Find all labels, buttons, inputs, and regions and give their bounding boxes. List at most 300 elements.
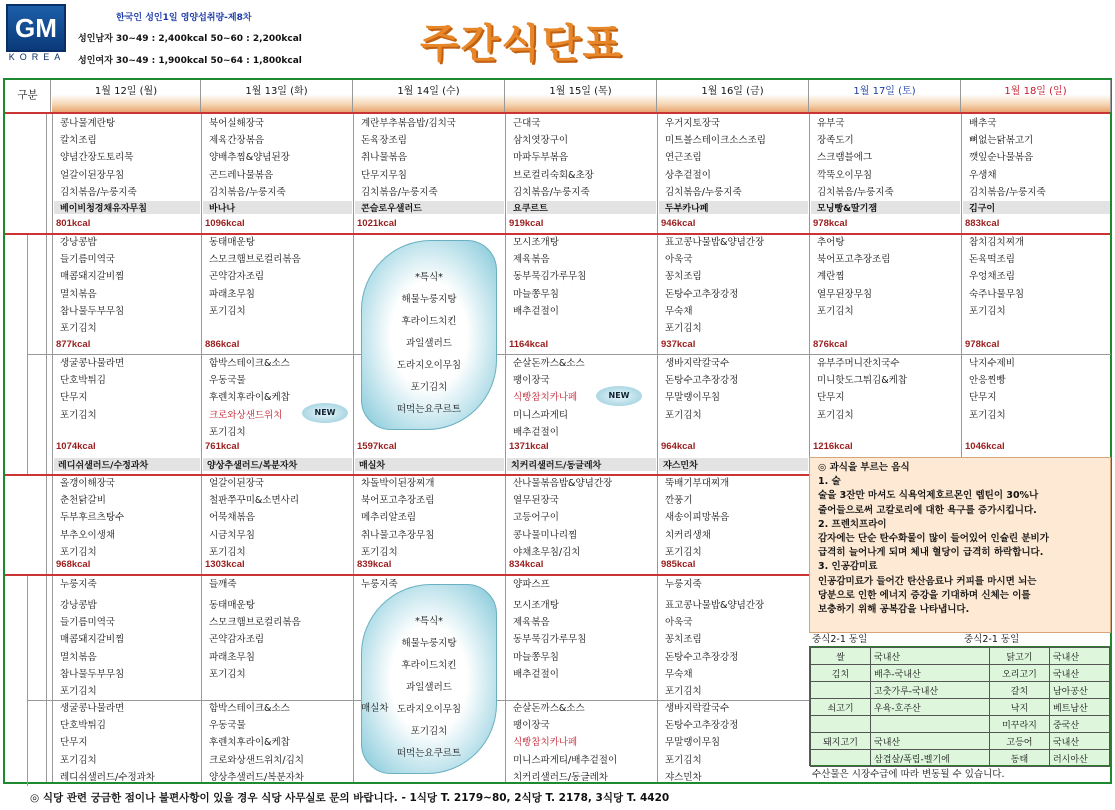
- menu-item: 단호박튀김: [60, 375, 106, 387]
- menu-item: 김치볶음/누룽지죽: [665, 186, 742, 198]
- origin-row: [811, 699, 1110, 716]
- special-item: 해물누룽지탕: [401, 294, 457, 305]
- menu-item: 포기김치: [361, 546, 398, 558]
- menu-item: 단무지: [969, 392, 997, 404]
- menu-item: 포기김치: [209, 305, 246, 317]
- lunch2-menu: [209, 355, 290, 441]
- menu-item: 생바지락칼국수: [665, 358, 730, 369]
- kcal-value: 834kcal: [509, 559, 544, 570]
- menu-item: 콩나물미나리찜: [513, 529, 578, 541]
- menu-item: 무말랭이무침: [665, 737, 721, 749]
- origin-cell: 돼지고기: [811, 733, 871, 750]
- origin-cell: 국내산: [1049, 648, 1109, 665]
- dinner-menu: [513, 475, 612, 561]
- menu-item: 배추겉절이: [513, 426, 559, 438]
- night2-menu: [361, 700, 389, 717]
- menu-item: 김치볶음/누룽지죽: [361, 186, 438, 198]
- lunch2-menu: [60, 355, 124, 424]
- menu-item: 함박스테이크&소스: [209, 703, 290, 714]
- dinner-menu: [60, 475, 124, 561]
- special-item: 포기김치: [410, 382, 448, 393]
- menu-item: 제육볶음: [513, 254, 550, 266]
- menu-item: 장족도기: [817, 135, 854, 147]
- lunch-snack: 매실차: [355, 458, 504, 471]
- menu-item: 포기김치: [60, 323, 97, 335]
- origin-cell: 국내산: [871, 648, 990, 665]
- kcal-value: 877kcal: [56, 339, 91, 350]
- menu-item: 참나물두부무침: [60, 668, 125, 680]
- menu-item: 돈육떡조림: [969, 254, 1015, 266]
- origin-cell: 동태: [989, 750, 1049, 767]
- origin-row: [811, 733, 1110, 750]
- menu-item: 순살돈까스&소스: [513, 358, 585, 369]
- menu-item: 삼치엿장구이: [513, 135, 569, 147]
- menu-item: 식빵참치카나페: [513, 737, 578, 749]
- menu-item: 후렌치후라이&케찹: [209, 392, 290, 404]
- origin-row: [811, 750, 1110, 767]
- dinner-menu: [209, 475, 299, 561]
- breakfast-menu: [513, 115, 594, 201]
- menu-item: 포기김치: [60, 409, 97, 421]
- day-header: 1월 16일 (금): [657, 80, 809, 112]
- kcal-value: 978kcal: [965, 339, 1000, 350]
- kcal-value: 1164kcal: [509, 339, 549, 350]
- breakfast-snack: 바나나: [203, 201, 352, 214]
- menu-item: 포기김치: [665, 323, 702, 335]
- new-badge: NEW: [596, 386, 642, 406]
- grid-line: [27, 576, 28, 786]
- kcal-value: 964kcal: [661, 441, 696, 452]
- origin-cell: 닭고기: [989, 648, 1049, 665]
- menu-item: 취나물볶음: [361, 152, 407, 164]
- lunch1-menu: [665, 234, 764, 337]
- kcal-value: 985kcal: [661, 559, 696, 570]
- logo-sub: KOREA: [8, 52, 66, 62]
- menu-item: 포기김치: [209, 426, 246, 438]
- origin-cell: 미꾸라지: [989, 716, 1049, 733]
- special-lunch: [361, 240, 497, 430]
- origin-table: [810, 647, 1110, 767]
- menu-item: 매콤돼지갈비찜: [60, 271, 125, 283]
- special-menu: [362, 611, 496, 765]
- menu-item: 곤약감자조림: [209, 271, 265, 283]
- menu-item: 매실차: [361, 703, 389, 714]
- breakfast-snack: 모닝빵&딸기잼: [811, 201, 960, 214]
- kcal-value: 801kcal: [56, 218, 91, 229]
- menu-item: 미트볼스테이크소스조림: [665, 135, 766, 147]
- origin-cell: 국내산: [1049, 665, 1109, 682]
- same-note-sat: 중식2-1 동일: [812, 634, 868, 645]
- night1-menu: [665, 597, 764, 700]
- nutrition-male: 성인남자 30~49 : 2,400kcal 50~60 : 2,200kcal: [78, 34, 302, 44]
- lunch1-menu: [513, 234, 586, 320]
- menu-item: 메추리알조림: [361, 512, 417, 524]
- tip-line: 급격히 늘어나게 되며 체내 혈당이 급격히 하락합니다.: [818, 547, 1044, 559]
- header: [0, 0, 1115, 76]
- menu-item: 멸치볶음: [60, 288, 97, 300]
- menu-item: 포기김치: [969, 305, 1006, 317]
- origin-cell: 우육-호주산: [871, 699, 990, 716]
- menu-item: 포기김치: [209, 668, 246, 680]
- special-item: 과일샐러드: [406, 338, 452, 349]
- menu-item: 함박스테이크&소스: [209, 358, 290, 369]
- breakfast-snack: 두부카나페: [659, 201, 808, 214]
- menu-item: 파래초무침: [209, 288, 255, 300]
- origin-cell: [811, 682, 871, 699]
- origin-row: [811, 648, 1110, 665]
- menu-item: 근대국: [513, 118, 541, 129]
- origin-cell: 오리고기: [989, 665, 1049, 682]
- grid-line: [27, 235, 28, 475]
- menu-item: 제육볶음: [513, 617, 550, 629]
- menu-item: 양념간장도토리묵: [60, 152, 134, 164]
- nutrition-subtitle: 한국인 성인1일 영양섭취량-제8차: [116, 13, 252, 23]
- kcal-value: 968kcal: [56, 559, 91, 570]
- night-porridge: 누룽지죽: [665, 579, 702, 590]
- night2-menu: [60, 700, 155, 786]
- kcal-value: 1303kcal: [205, 559, 245, 570]
- menu-item: 무숙채: [665, 668, 693, 680]
- menu-item: 포기김치: [60, 546, 97, 558]
- breakfast-menu: [209, 115, 290, 201]
- lunch1-menu: [60, 234, 124, 337]
- breakfast-snack: 콘슬로우샐러드: [355, 201, 504, 214]
- night2-menu: [513, 700, 617, 786]
- menu-item: 포기김치: [969, 409, 1006, 421]
- menu-item: 상추겉절이: [665, 169, 711, 181]
- lunch-snack: 치커리샐러드/동글레차: [507, 458, 656, 471]
- origin-cell: 낙지: [989, 699, 1049, 716]
- menu-item: 양상추샐러드/복분자차: [209, 771, 304, 783]
- menu-item: 후렌치후라이&케찹: [209, 737, 290, 749]
- origin-cell: 쇠고기: [811, 699, 871, 716]
- menu-item: 포기김치: [665, 686, 702, 698]
- nutrition-female: 성인여자 30~49 : 1,900kcal 50~64 : 1,800kcal: [78, 56, 302, 66]
- new-badge: NEW: [302, 403, 348, 423]
- origin-cell: 고등어: [989, 733, 1049, 750]
- menu-item: 단무지무침: [361, 169, 407, 181]
- menu-item: 표고콩나물밥&양념간장: [665, 237, 765, 248]
- menu-item: 우생채: [969, 169, 997, 181]
- menu-item: 깻잎순나물볶음: [969, 152, 1034, 164]
- menu-item: 안응찐빵: [969, 375, 1006, 387]
- menu-item: 돈탕수고추장강정: [665, 288, 739, 300]
- menu-item: 우엉채조림: [969, 271, 1015, 283]
- menu-item: 철판쭈꾸미&소면사리: [209, 495, 300, 507]
- lunch2-menu: [665, 355, 738, 424]
- lunch2-menu: [513, 355, 585, 441]
- menu-item: 매콤돼지갈비찜: [60, 634, 125, 646]
- tip-line: 당분으로 인한 에너지 증강을 기대하며 신체는 이를: [818, 589, 1031, 601]
- kcal-value: 761kcal: [205, 441, 240, 452]
- menu-item: 크로와상샌드위치: [209, 409, 283, 421]
- menu-item: 포기김치: [665, 754, 702, 766]
- origin-cell: 중국산: [1049, 716, 1109, 733]
- menu-item: 포기김치: [817, 305, 854, 317]
- kcal-value: 1074kcal: [56, 441, 96, 452]
- menu-item: 무말랭이무침: [665, 392, 721, 404]
- menu-item: 스모크햄브로컬리볶음: [209, 254, 301, 266]
- menu-item: 치커리샐러드/동글레차: [513, 771, 608, 783]
- tip-line: ◎ 과식을 부르는 음식: [818, 462, 910, 473]
- origin-row: [811, 665, 1110, 682]
- menu-item: 돈탕수고추장강정: [665, 375, 739, 387]
- day-header-row: [5, 80, 1110, 112]
- night-porridge: 들깨죽: [209, 579, 237, 590]
- menu-item: 우동국물: [209, 375, 246, 387]
- kcal-value: 937kcal: [661, 339, 696, 350]
- kcal-value: 1216kcal: [813, 441, 853, 452]
- kcal-value: 1021kcal: [357, 218, 397, 229]
- tip-line: 2. 프렌치프라이: [818, 518, 887, 530]
- menu-item: 유부주머니잔치국수: [817, 358, 900, 369]
- menu-item: 얼갈이된장무침: [60, 169, 125, 181]
- lunch-snack: 쟈스민차: [659, 458, 808, 471]
- menu-item: 동부묵김가루무침: [513, 271, 587, 283]
- kcal-value: 1371kcal: [509, 441, 549, 452]
- logo-text: GM: [6, 4, 66, 52]
- tip-line: 감자에는 단순 탄수화물이 많이 들어있어 인슐린 분비가: [818, 533, 1049, 545]
- origin-cell: 국내산: [1049, 733, 1109, 750]
- menu-item: 칼치조림: [60, 135, 97, 147]
- grid-line: [809, 112, 810, 457]
- menu-item: 계란부추볶음밥/김치국: [361, 118, 456, 129]
- menu-item: 열무된장무침: [817, 288, 873, 300]
- kcal-value: 1096kcal: [205, 218, 245, 229]
- page-title: 주간식단표: [420, 21, 624, 67]
- special-item: 떠먹는요쿠르트: [396, 404, 462, 415]
- menu-item: 모시조개탕: [513, 237, 559, 248]
- menu-item: 고등어구이: [513, 512, 559, 524]
- menu-item: 아욱국: [665, 617, 693, 629]
- menu-item: 생굴콩나물라면: [60, 358, 125, 369]
- dinner-menu: [665, 475, 729, 561]
- kcal-value: 886kcal: [205, 339, 240, 350]
- menu-item: 취나물고추장무침: [361, 529, 435, 541]
- origin-note: 수산물은 시장수급에 따라 변동될 수 있습니다.: [812, 769, 1005, 780]
- menu-item: 순살돈까스&소스: [513, 703, 585, 714]
- origin-table-box: [809, 646, 1111, 766]
- night1-menu: [209, 597, 301, 683]
- menu-item: 모시조개탕: [513, 600, 559, 611]
- dinner-menu: [361, 475, 434, 561]
- menu-item: 아욱국: [665, 254, 693, 266]
- menu-item: 곤약감자조림: [209, 634, 265, 646]
- menu-item: 곤드레나물볶음: [209, 169, 274, 181]
- menu-item: 포기김치: [665, 409, 702, 421]
- menu-item: 동태매운탕: [209, 600, 255, 611]
- menu-item: 뼈없는닭볶고기: [969, 135, 1034, 147]
- day-header: 1월 18일 (일): [961, 80, 1111, 112]
- menu-item: 참치김치찌개: [969, 237, 1025, 248]
- day-header: 1월 14일 (수): [353, 80, 505, 112]
- menu-item: 열무된장국: [513, 495, 559, 507]
- special-item: *특식*: [415, 616, 443, 627]
- lunch2-menu: [817, 355, 907, 424]
- gm-logo: [6, 4, 68, 62]
- menu-item: 포기김치: [665, 546, 702, 558]
- kcal-value: 919kcal: [509, 218, 544, 229]
- menu-item: 김치볶음/누룽지죽: [513, 186, 590, 198]
- menu-item: 깍뚝오이무침: [817, 169, 873, 181]
- origin-cell: 쌀: [811, 648, 871, 665]
- menu-item: 들기름미역국: [60, 617, 116, 629]
- menu-item: 올갱이해장국: [60, 478, 116, 489]
- origin-cell: 배추-국내산: [871, 665, 990, 682]
- kcal-value: 1597kcal: [357, 441, 397, 452]
- breakfast-snack: 베이비청경채유자무침: [54, 201, 200, 214]
- origin-cell: 국내산: [871, 733, 990, 750]
- tip-line: 1. 술: [818, 476, 841, 488]
- menu-item: 마파두부볶음: [513, 152, 569, 164]
- menu-item: 크로와상샌드위치/김치: [209, 754, 304, 766]
- night1-menu: [60, 597, 124, 700]
- menu-item: 멸치볶음: [60, 651, 97, 663]
- menu-item: 김치볶음/누룽지죽: [817, 186, 894, 198]
- menu-item: 추어탕: [817, 237, 845, 248]
- special-item: 과일샐러드: [406, 682, 452, 693]
- special-item: *특식*: [415, 272, 443, 283]
- menu-item: 생굴콩나물라면: [60, 703, 125, 714]
- origin-cell: [871, 716, 990, 733]
- kcal-value: 946kcal: [661, 218, 696, 229]
- menu-item: 레디쉬샐러드/수정과차: [60, 771, 155, 783]
- menu-item: 쟈스민차: [665, 771, 702, 783]
- footer-note: ◎ 식당 관련 궁금한 점이나 불편사항이 있을 경우 식당 사무실로 문의 바랍니다. - 1식당 T. 2179~80, 2식당 T. 2178, 3식당 T. 4420: [30, 792, 670, 804]
- lunch1-menu: [969, 234, 1024, 320]
- menu-item: 북어포고추장조림: [817, 254, 891, 266]
- menu-item: 깐풍기: [665, 495, 693, 507]
- origin-cell: [811, 750, 871, 767]
- menu-item: 야채초무침/김치: [513, 546, 581, 558]
- menu-item: 참나물두부무침: [60, 305, 125, 317]
- night2-menu: [209, 700, 304, 786]
- menu-item: 단무지: [60, 737, 88, 749]
- lunch1-menu: [817, 234, 890, 320]
- special-item: 후라이드치킨: [401, 660, 457, 671]
- menu-item: 부추오이생채: [60, 529, 116, 541]
- grid-line: [505, 112, 506, 782]
- menu-item: 무숙채: [665, 305, 693, 317]
- menu-item: 배추겉절이: [513, 668, 559, 680]
- origin-cell: 남아공산: [1049, 682, 1109, 699]
- menu-item: 미니핫도그튀김&케찹: [817, 375, 908, 387]
- menu-item: 팽이장국: [513, 375, 550, 387]
- menu-item: 마늘쫑무침: [513, 288, 559, 300]
- kcal-value: 883kcal: [965, 218, 1000, 229]
- menu-item: 얼갈이된장국: [209, 478, 265, 489]
- menu-item: 강낭콩밥: [60, 237, 97, 248]
- night-porridge: 누룽지죽: [60, 579, 97, 590]
- menu-item: 포기김치: [60, 754, 97, 766]
- night2-menu: [665, 700, 738, 786]
- breakfast-snack: 김구이: [963, 201, 1110, 214]
- special-item: 포기김치: [410, 726, 448, 737]
- menu-item: 미니스파게티: [513, 409, 569, 421]
- menu-item: 단호박튀김: [60, 720, 106, 732]
- menu-item: 김치볶음/누룽지죽: [209, 186, 286, 198]
- menu-item: 포기김치: [817, 409, 854, 421]
- menu-item: 단무지: [60, 392, 88, 404]
- kcal-value: 1046kcal: [965, 441, 1005, 452]
- grid-line: [52, 112, 53, 782]
- menu-item: 동부묵김가루무침: [513, 634, 587, 646]
- special-night: [361, 584, 497, 774]
- menu-item: 춘천닭갈비: [60, 495, 106, 507]
- origin-cell: 김치: [811, 665, 871, 682]
- menu-item: 포기김치: [209, 546, 246, 558]
- grid-line: [353, 112, 354, 782]
- night-porridge: 양파스프: [513, 579, 550, 590]
- menu-item: 유부국: [817, 118, 845, 129]
- lunch-snack: 양상추샐러드/복분자차: [203, 458, 352, 471]
- special-item: 도라지오이무침: [396, 360, 462, 371]
- special-item: 도라지오이무침: [396, 704, 462, 715]
- menu-item: 두부후르츠탕수: [60, 512, 125, 524]
- menu-item: 스모크햄브로컬리볶음: [209, 617, 301, 629]
- menu-item: 치커리생채: [665, 529, 711, 541]
- menu-item: 산나물볶음밥&양념간장: [513, 478, 613, 489]
- breakfast-menu: [361, 115, 456, 201]
- special-item: 떠먹는요쿠르트: [396, 748, 462, 759]
- tip-line: 보충하기 위해 공복감을 나타냅니다.: [818, 604, 970, 616]
- grid-line: [961, 112, 962, 457]
- menu-item: 차돌박이된장찌개: [361, 478, 435, 489]
- origin-row: [811, 716, 1110, 733]
- day-header: 1월 12일 (월): [52, 80, 201, 112]
- menu-item: 생바지락칼국수: [665, 703, 730, 714]
- menu-item: 김치볶음/누룽지죽: [60, 186, 137, 198]
- lunch2-menu: [969, 355, 1015, 424]
- breakfast-menu: [817, 115, 894, 201]
- day-header: 1월 13일 (화): [201, 80, 353, 112]
- menu-item: 강낭콩밥: [60, 600, 97, 611]
- origin-cell: 갈치: [989, 682, 1049, 699]
- tips-box: [809, 457, 1111, 633]
- breakfast-menu: [60, 115, 137, 201]
- kcal-value: 876kcal: [813, 339, 848, 350]
- menu-item: 식빵참치카나페: [513, 392, 578, 404]
- menu-item: 배추국: [969, 118, 997, 129]
- breakfast-menu: [665, 115, 766, 201]
- menu-item: 들기름미역국: [60, 254, 116, 266]
- gubun-label: 구분: [5, 80, 51, 112]
- menu-item: 동태매운탕: [209, 237, 255, 248]
- menu-item: 표고콩나물밥&양념간장: [665, 600, 765, 611]
- night-porridge: 누룽지죽: [361, 579, 398, 590]
- menu-item: 연근조림: [665, 152, 702, 164]
- origin-cell: 고춧가루-국내산: [871, 682, 990, 699]
- special-item: 해물누룽지탕: [401, 638, 457, 649]
- menu-item: 돈탕수고추장강정: [665, 651, 739, 663]
- same-note-sun: 중식2-1 동일: [964, 634, 1020, 645]
- lunch-snack: 레디쉬샐러드/수정과차: [54, 458, 200, 471]
- day-header: 1월 15일 (목): [505, 80, 657, 112]
- menu-item: 어묵채볶음: [209, 512, 255, 524]
- breakfast-menu: [969, 115, 1046, 201]
- menu-item: 우동국물: [209, 720, 246, 732]
- origin-cell: 러시아산: [1049, 750, 1109, 767]
- menu-item: 우거지토장국: [665, 118, 721, 129]
- origin-cell: [811, 716, 871, 733]
- menu-item: 꽁치조림: [665, 271, 702, 283]
- tip-line: 줄어들으로써 고칼로리에 대한 욕구를 증가시킵니다.: [818, 504, 1037, 516]
- menu-item: 팽이장국: [513, 720, 550, 732]
- menu-item: 콩나물계란탕: [60, 118, 116, 129]
- menu-item: 돈탕수고추장강정: [665, 720, 739, 732]
- tip-line: 술을 3잔만 마셔도 식욕억제호르몬인 렙틴이 30%나: [818, 490, 1039, 502]
- tip-line: 인공감미료가 들어간 탄산음료나 커피를 마시면 뇌는: [818, 575, 1037, 587]
